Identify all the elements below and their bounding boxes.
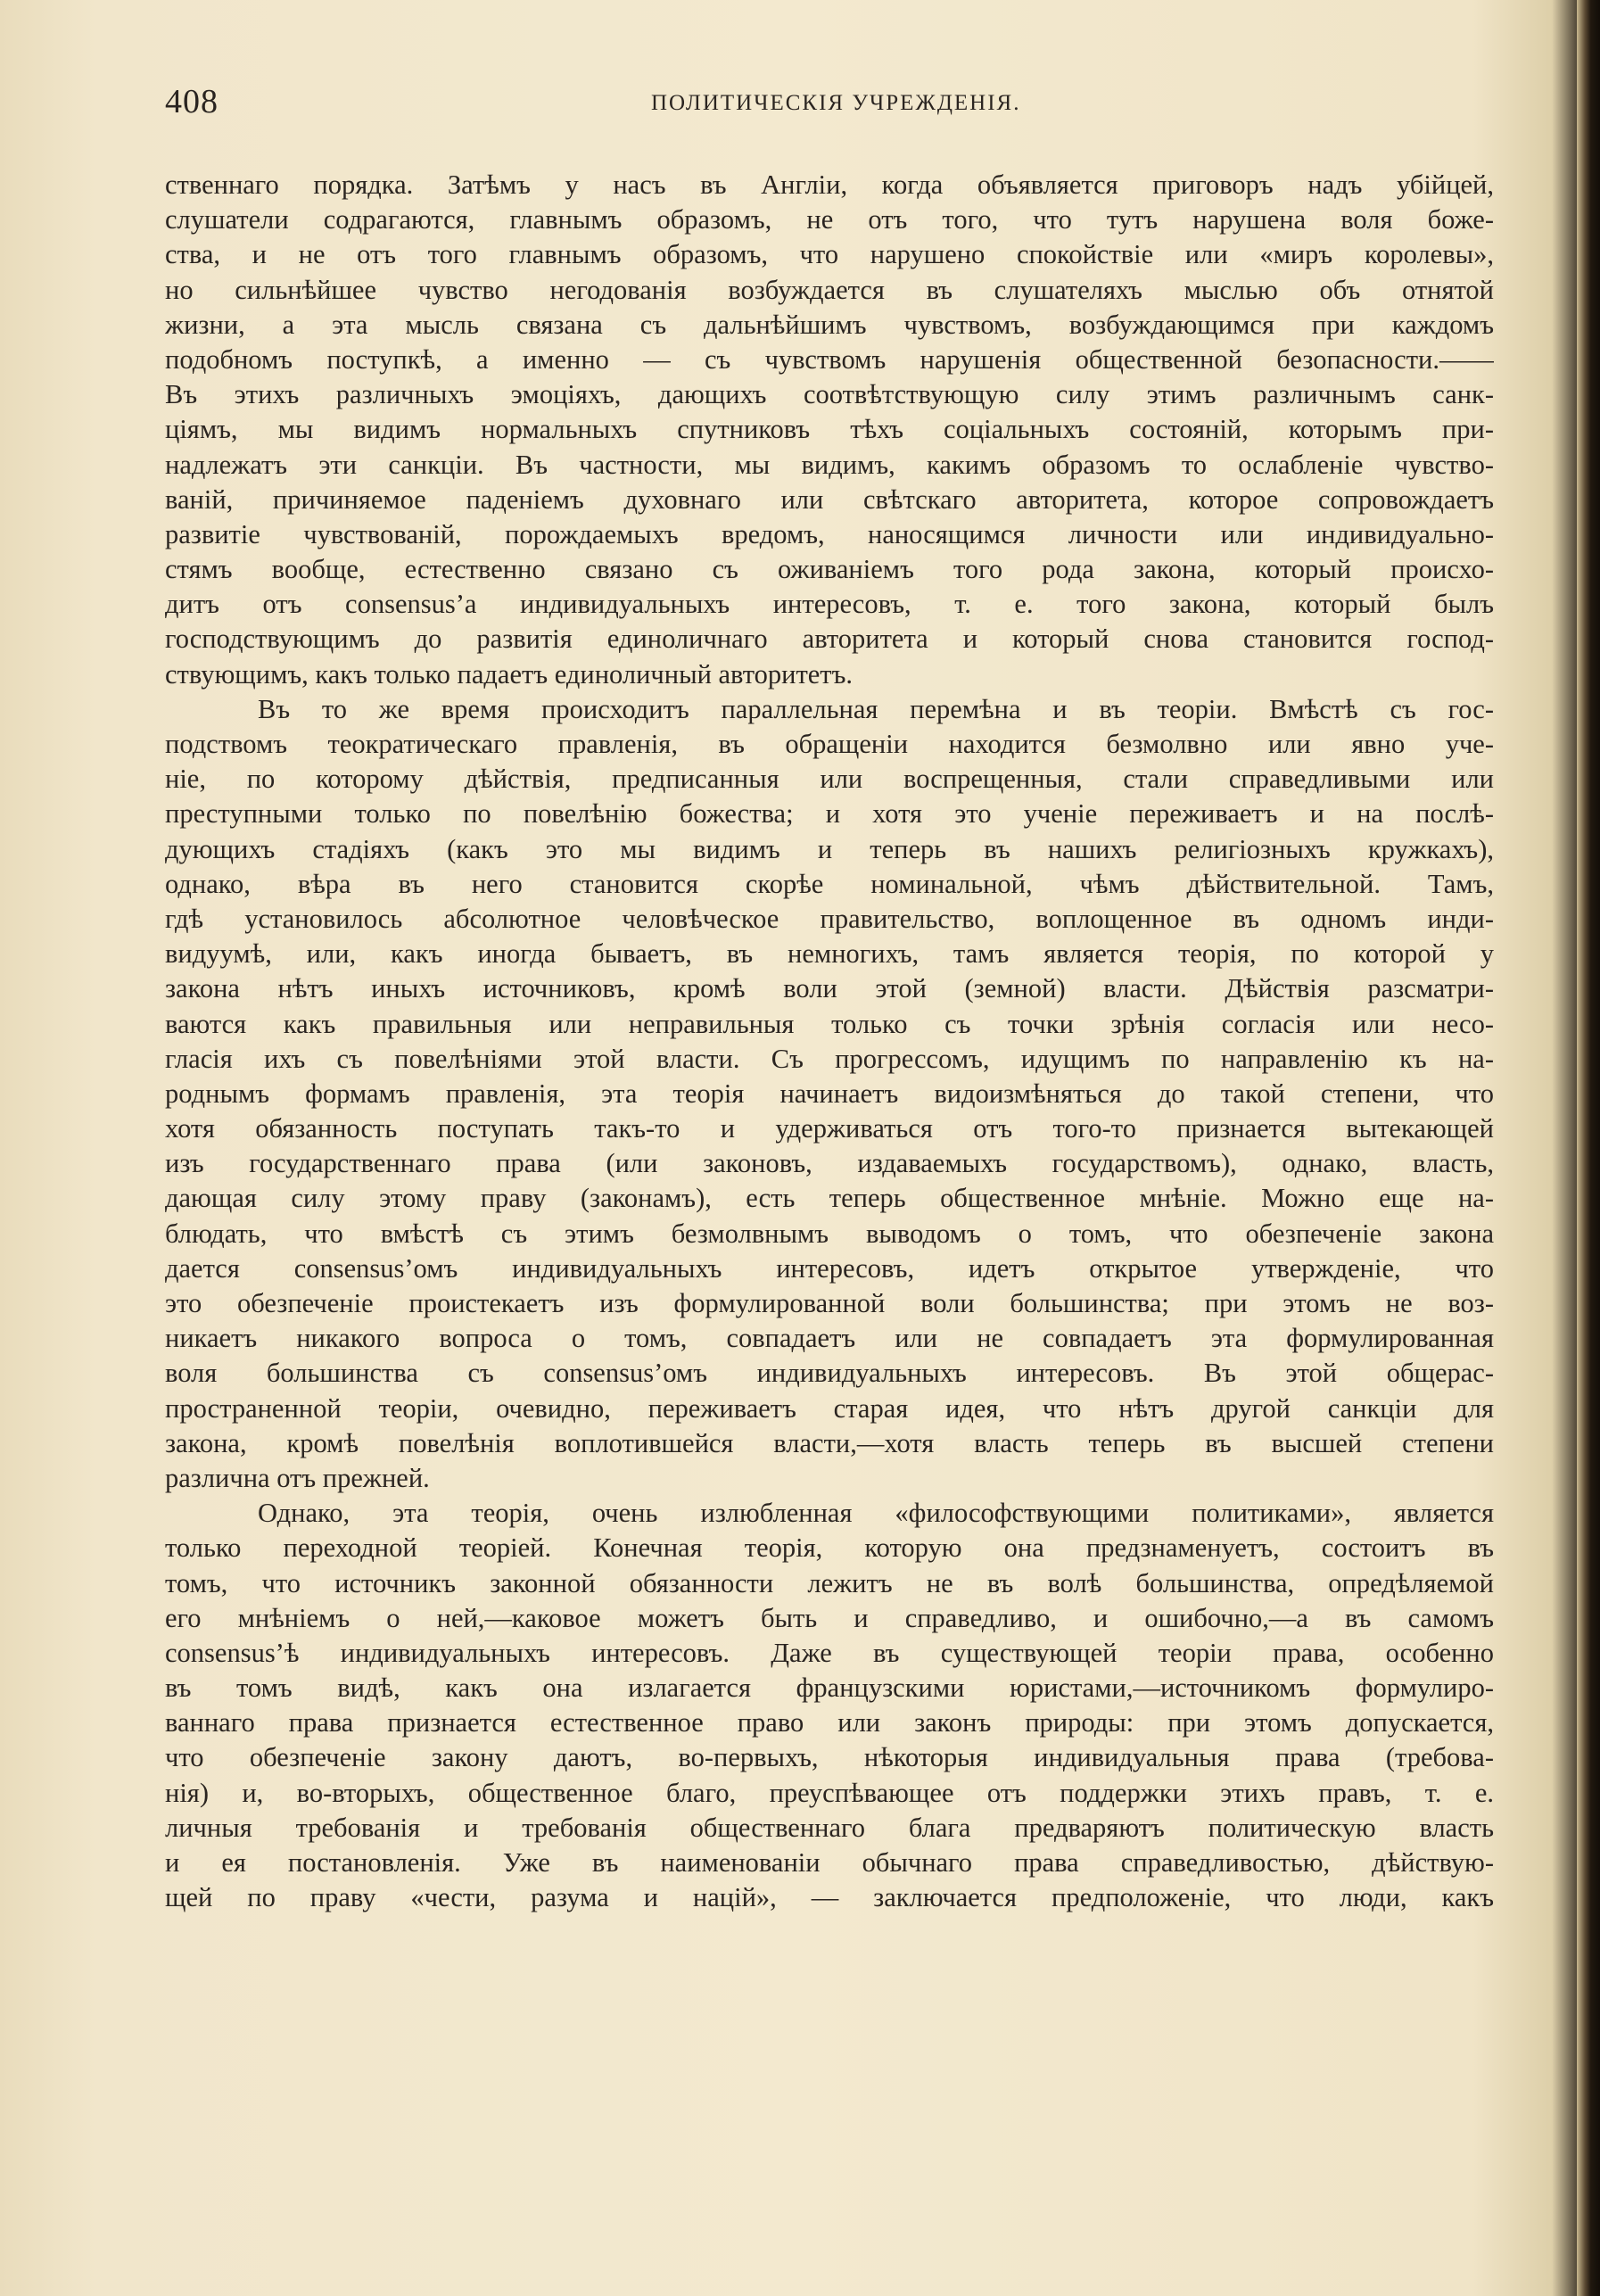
page-header — [165, 82, 1494, 127]
text-line: его мнѣніемъ о ней,—каковое можетъ быть и справедливо, и ошибочно,—а въ самомъ — [165, 1602, 1494, 1633]
text-line: развитіе чувствованій, порождаемыхъ вредомъ, наносящимся личности или индивидуально- — [165, 518, 1494, 549]
text-line: ваются какъ правильныя или неправильныя только съ точки зрѣнія согласія или несо- — [165, 1008, 1494, 1039]
text-line: это обезпеченіе проистекаетъ изъ формулированной воли большинства; при этомъ не воз- — [165, 1288, 1494, 1318]
text-line: и ея постановленія. Уже въ наименованіи обычнаго права справедливостью, дѣйствую- — [165, 1847, 1494, 1878]
text-line: изъ государственнаго права (или законовъ, издаваемыхъ государствомъ), однако, власть, — [165, 1148, 1494, 1179]
text-line: различна отъ прежней. — [165, 1462, 430, 1493]
text-line: видуумѣ, или, какъ иногда бываетъ, въ немногихъ, тамъ является теорія, по которой у — [165, 938, 1494, 970]
text-line: надлежатъ эти санкціи. Въ частности, мы видимъ, какимъ образомъ то ослабленіе чувство- — [165, 449, 1494, 480]
text-line: ніе, по которому дѣйствія, предписанныя или воспрещенныя, стали справедливыми или — [165, 764, 1494, 795]
text-line: дующихъ стадіяхъ (какъ это мы видимъ и теперь въ нашихъ религіозныхъ кружкахъ), — [165, 833, 1494, 864]
text-line: воля большинства съ consensus’омъ индивидуальныхъ интересовъ. Въ этой общерас- — [165, 1358, 1494, 1389]
text-line: нія) и, во-вторыхъ, общественное благо, преуспѣвающее отъ поддержки этихъ правъ, т. е. — [165, 1777, 1494, 1808]
text-line: consensus’ѣ индивидуальныхъ интересовъ. Даже въ существующей теоріи права, особенно — [165, 1637, 1494, 1668]
text-line: Въ этихъ различныхъ эмоціяхъ, дающихъ соотвѣтствующую силу этимъ различнымъ санк- — [165, 379, 1494, 410]
text-line: щей по праву «чести, разума и націй», — заключается предположеніе, что люди, какъ — [165, 1882, 1494, 1913]
paragraph-start-line: Однако, эта теорія, очень излюбленная «философствующими политиками», является — [258, 1498, 1494, 1529]
text-line: гласія ихъ съ повелѣніями этой власти. Съ прогрессомъ, идущимъ по направленію къ на- — [165, 1043, 1494, 1074]
text-line: подствомъ теократическаго правленія, въ обращеніи находится безмолвно или явно уче- — [165, 729, 1494, 759]
body-text — [165, 168, 1494, 1915]
text-line: блюдать, что вмѣстѣ съ этимъ безмолвнымъ выводомъ о томъ, что обезпеченіе закона — [165, 1218, 1494, 1249]
running-title: ПОЛИТИЧЕСКІЯ УЧРЕЖДЕНІЯ. — [651, 91, 1021, 115]
text-line: жизни, а эта мысль связана съ дальнѣйшимъ чувствомъ, возбуждающимся при каждомъ — [165, 309, 1494, 340]
page-number: 408 — [165, 83, 219, 120]
text-line: однако, вѣра въ него становится скорѣе номинальной, чѣмъ дѣйствительной. Тамъ, — [165, 868, 1494, 899]
text-line: стямъ вообще, естественно связано съ оживаніемъ того рода закона, который происхо- — [165, 554, 1494, 585]
text-line: преступными только по повелѣнію божества; и хотя это ученіе переживаетъ и на послѣ- — [165, 798, 1494, 830]
text-line: ваній, причиняемое паденіемъ духовнаго или свѣтскаго авторитета, которое сопровождаетъ — [165, 483, 1494, 515]
text-line: пространенной теоріи, очевидно, переживаетъ старая идея, что нѣтъ другой санкціи для — [165, 1392, 1494, 1424]
text-line: закона, кромѣ повелѣнія воплотившейся власти,—хотя власть теперь въ высшей степени — [165, 1427, 1494, 1458]
text-line: дитъ отъ consensus’а индивидуальныхъ интересовъ, т. е. того закона, который былъ — [165, 589, 1494, 620]
text-line: гдѣ установилось абсолютное человѣческое правительство, воплощенное въ одномъ инди- — [165, 903, 1494, 934]
text-line: но сильнѣйшее чувство негодованія возбуждается въ слушателяхъ мыслью объ отнятой — [165, 274, 1494, 305]
text-line: томъ, что источникъ законной обязанности лежитъ не въ волѣ большинства, опредѣляемой — [165, 1567, 1494, 1598]
text-line: дается consensus’омъ индивидуальныхъ интересовъ, идетъ открытое утвержденіе, что — [165, 1252, 1494, 1284]
text-line: личныя требованія и требованія общественнаго блага предваряютъ политическую власть — [165, 1812, 1494, 1843]
text-line: роднымъ формамъ правленія, эта теорія начинаетъ видоизмѣняться до такой степени, что — [165, 1078, 1494, 1109]
text-line: ціямъ, мы видимъ нормальныхъ спутниковъ тѣхъ соціальныхъ состояній, которымъ при- — [165, 414, 1494, 445]
paragraph-start-line: Въ то же время происходитъ параллельная перемѣна и въ теоріи. Вмѣстѣ съ гос- — [258, 693, 1494, 724]
text-line: слушатели содрагаются, главнымъ образомъ, не отъ того, что тутъ нарушена воля боже- — [165, 204, 1494, 235]
text-line: господствующимъ до развитія единоличнаго авторитета и который снова становится господ- — [165, 624, 1494, 655]
text-line: что обезпеченіе закону даютъ, во-первыхъ, нѣкоторыя индивидуальныя права (требова- — [165, 1742, 1494, 1773]
text-line: дающая силу этому праву (законамъ), есть теперь общественное мнѣніе. Можно еще на- — [165, 1183, 1494, 1214]
text-line: подобномъ поступкѣ, а именно — съ чувствомъ нарушенія общественной безопасности.—— — [165, 343, 1494, 375]
text-line: никаетъ никакого вопроса о томъ, совпадаетъ или не совпадаетъ эта формулированная — [165, 1323, 1494, 1354]
text-line: только переходной теоріей. Конечная теорія, которую она предзнаменуетъ, состоитъ въ — [165, 1532, 1494, 1564]
text-line: ства, и не отъ того главнымъ образомъ, что нарушено спокойствіе или «миръ королевы», — [165, 239, 1494, 270]
text-line: ствующимъ, какъ только падаетъ единоличный авторитетъ. — [165, 658, 854, 690]
text-line: ственнаго порядка. Затѣмъ у насъ въ Англіи, когда объявляется приговоръ надъ убійцей, — [165, 169, 1494, 200]
text-line: ваннаго права признается естественное право или законъ природы: при этомъ допускается, — [165, 1707, 1494, 1739]
text-line: въ томъ видѣ, какъ она излагается французскими юристами,—источникомъ формулиро- — [165, 1672, 1494, 1704]
page-edge-shadow — [1577, 0, 1600, 2296]
text-line: хотя обязанность поступать такъ-то и удерживаться отъ того-то признается вытекающей — [165, 1113, 1494, 1144]
text-line: закона нѣтъ иныхъ источниковъ, кромѣ воли этой (земной) власти. Дѣйствія разсматри- — [165, 973, 1494, 1004]
